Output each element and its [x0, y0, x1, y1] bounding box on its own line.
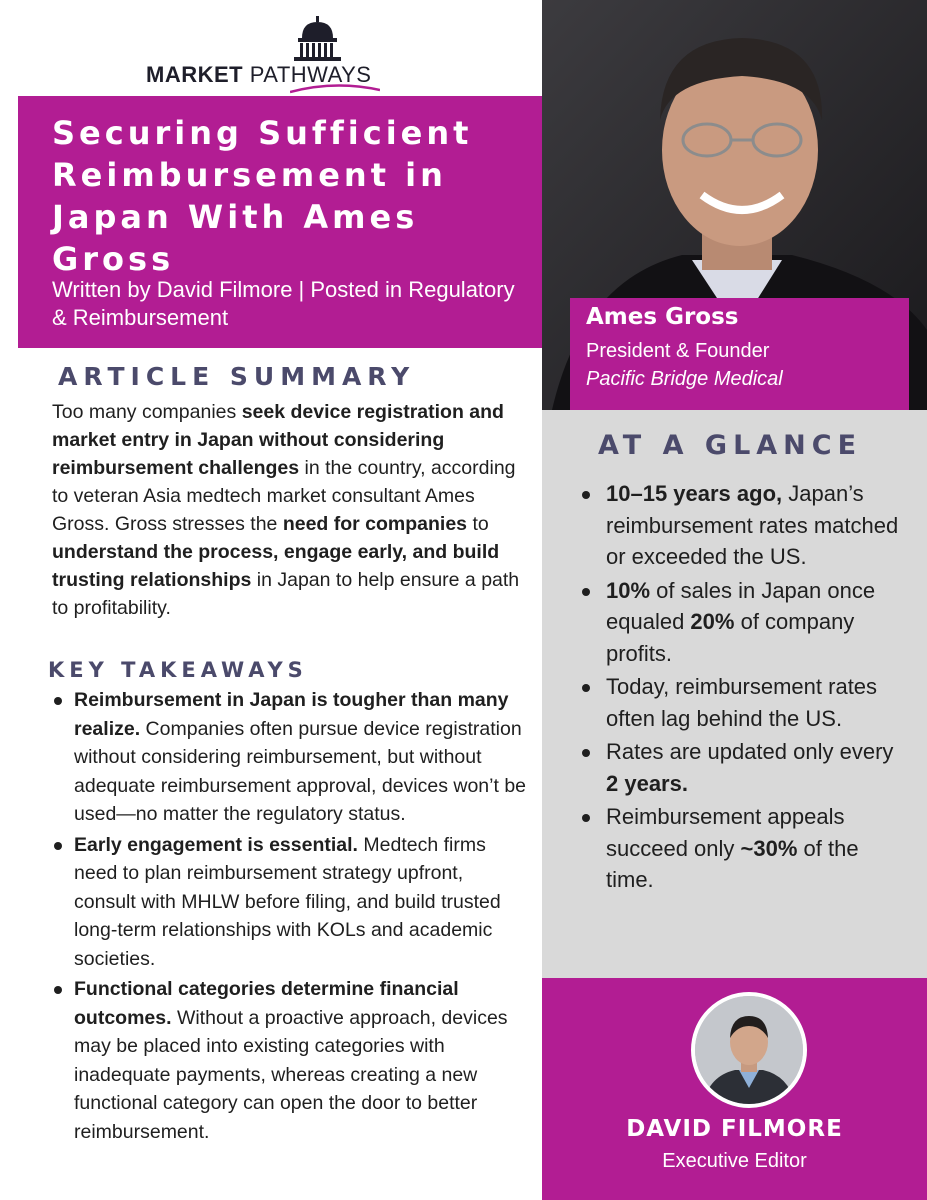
editor-avatar — [691, 992, 807, 1108]
bold-text-run: Early engagement is essential. — [74, 833, 358, 856]
text-run: of sales in Japan once equaled — [606, 577, 876, 634]
editor-card — [542, 978, 927, 1200]
takeaway-item — [48, 831, 526, 974]
text-run: Too many companies — [52, 401, 242, 423]
glance-item — [580, 478, 900, 573]
at-a-glance-heading: AT A GLANCE — [598, 430, 863, 461]
bold-text-run: Reimbursement in Japan is tougher than many realize. — [74, 689, 509, 740]
text-run: Reimbursement appeals succeed only — [606, 804, 845, 861]
logo-text: MARKET PATHWAYS — [146, 62, 372, 87]
glance-item — [580, 575, 900, 670]
text-run: of company profits. — [606, 609, 855, 666]
profile-card — [570, 298, 909, 410]
text-run: of the time. — [606, 835, 859, 892]
text-run: Companies often pursue device registration without considering reimbursement, but without adequate reimbursement approval, devices won’t be used—no matter the regulatory status. — [74, 717, 527, 825]
profile-name: Ames Gross — [586, 304, 739, 330]
editor-title: Executive Editor — [662, 1150, 807, 1172]
article-title: Securing Sufficient Reimbursement in Japan With Ames Gross — [52, 114, 473, 278]
bold-text-run: 2 years. — [606, 770, 688, 796]
profile-organization: Pacific Bridge Medical — [586, 368, 783, 390]
logo-swoosh-icon — [290, 84, 380, 94]
takeaway-item — [48, 975, 526, 1146]
glance-item — [580, 671, 900, 734]
text-run: to — [467, 513, 489, 535]
bold-text-run: understand the process, engage early, and build trusting relationships — [52, 541, 500, 591]
article-byline: Written by David Filmore | Posted in Regulatory & Reimbursement — [52, 277, 515, 330]
glance-item — [580, 736, 900, 799]
bold-text-run: 10–15 years ago, — [606, 481, 783, 506]
text-run: Rates are updated only every — [606, 739, 894, 764]
text-run: Without a proactive approach, devices may be placed into existing categories with inadequate payments, whereas creating a new functional category can open the door to better reimbursement. — [74, 1006, 508, 1143]
bold-text-run: 20% — [690, 609, 735, 634]
profile-role: President & Founder — [586, 340, 770, 362]
takeaway-item — [48, 686, 526, 829]
bold-text-run: need for companies — [282, 513, 468, 535]
bold-text-run: Functional categories determine financial outcomes. — [74, 978, 459, 1029]
glance-item — [580, 801, 900, 896]
market-pathways-logo — [140, 14, 380, 92]
article-summary-text — [52, 398, 522, 622]
at-a-glance-panel — [542, 410, 927, 978]
text-run: Today, reimbursement rates often lag behind the US. — [606, 674, 878, 731]
text-run: Medtech firms need to plan reimbursement strategy upfront, consult with MHLW before filing, and build trusted long-term relationships with KOLs and academic societies. — [74, 833, 501, 970]
capitol-dome-icon — [286, 14, 350, 64]
text-run: Japan’s reimbursement rates matched or exceeded the US. — [606, 481, 899, 569]
bold-text-run: ~30% — [740, 835, 798, 861]
bold-text-run: 10% — [606, 577, 651, 603]
editor-name: DAVID FILMORE — [626, 1116, 843, 1142]
key-takeaways-heading: KEY TAKEAWAYS — [48, 658, 308, 682]
at-a-glance-list — [580, 478, 900, 898]
title-banner — [18, 96, 542, 348]
article-summary-heading: ARTICLE SUMMARY — [58, 362, 416, 391]
text-run: in Japan to help ensure a path to profitability. — [52, 569, 520, 619]
text-run: in the country, according to veteran Asia medtech market consultant Ames Gross. Gross stresses the — [52, 457, 516, 535]
bold-text-run: seek device registration and market entry in Japan without considering reimbursement challenges — [52, 401, 504, 479]
key-takeaways-list — [48, 686, 526, 1148]
